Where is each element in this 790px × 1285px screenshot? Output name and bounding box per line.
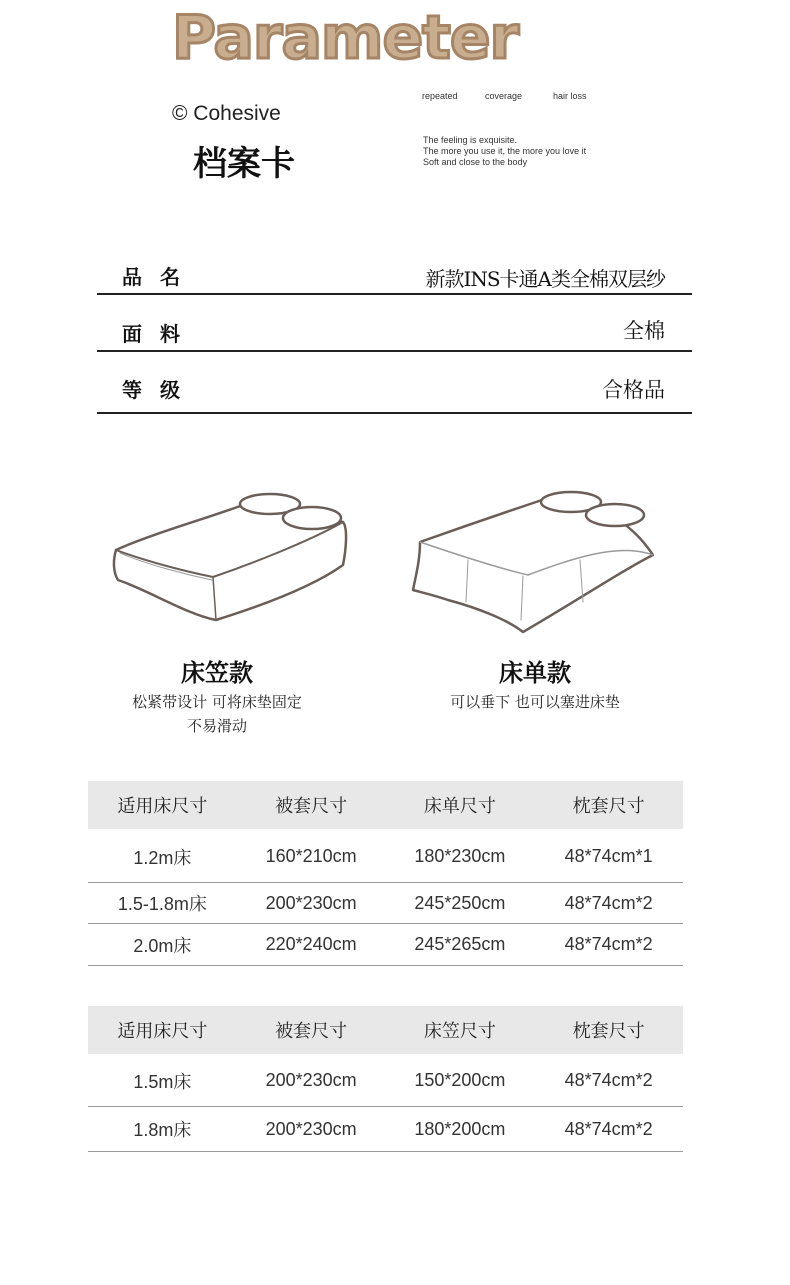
table-header-cell: 适用床尺寸 bbox=[117, 796, 208, 817]
tag-hair-loss: hair loss bbox=[553, 91, 587, 101]
info-value-fabric: 全棉 bbox=[623, 319, 665, 343]
table-cell: 2.0m床 bbox=[133, 935, 192, 956]
table-cell: 1.5-1.8m床 bbox=[117, 894, 207, 914]
size-table-flat-sheet bbox=[88, 781, 683, 966]
table-cell: 200*230cm bbox=[265, 1070, 357, 1090]
divider bbox=[97, 293, 692, 295]
divider bbox=[97, 350, 692, 352]
table-cell: 160*210cm bbox=[265, 846, 357, 866]
tagline-line-2: The more you use it, the more you love it bbox=[423, 146, 587, 156]
table-cell: 245*250cm bbox=[414, 892, 506, 913]
table-cell: 1.5m床 bbox=[133, 1071, 192, 1092]
table-cell: 200*230cm bbox=[265, 1118, 357, 1139]
table-header-cell: 枕套尺寸 bbox=[572, 796, 645, 817]
info-value-grade: 合格品 bbox=[602, 378, 665, 402]
table-cell: 1.8m床 bbox=[133, 1120, 192, 1140]
table-row bbox=[88, 883, 683, 924]
page-title: Parameter bbox=[172, 3, 519, 73]
tag-coverage: coverage bbox=[485, 91, 523, 101]
size-table-fitted-sheet bbox=[88, 1006, 683, 1152]
fitted-sheet-style-title: 床笠款 bbox=[181, 659, 253, 687]
brand-name: © Cohesive bbox=[172, 102, 281, 125]
flat-sheet-style-desc-1: 可以垂下 也可以塞进床垫 bbox=[450, 693, 620, 711]
table-cell: 48*74cm*2 bbox=[564, 1118, 653, 1139]
table-row bbox=[88, 1054, 683, 1107]
table-header-cell: 床笠尺寸 bbox=[423, 1021, 496, 1042]
info-label-fabric: 面料 bbox=[122, 322, 198, 346]
tagline-line-1: The feeling is exquisite. bbox=[423, 135, 518, 145]
tagline-line-3: Soft and close to the body bbox=[423, 157, 528, 167]
fitted-sheet-style-desc-2: 不易滑动 bbox=[186, 717, 247, 735]
info-label-grade: 等级 bbox=[122, 378, 198, 402]
table-header bbox=[88, 1006, 683, 1054]
table-header-cell: 被套尺寸 bbox=[275, 796, 348, 817]
table-cell: 180*200cm bbox=[414, 1118, 506, 1139]
divider bbox=[97, 412, 692, 414]
table-cell: 180*230cm bbox=[414, 846, 506, 866]
table-cell: 200*230cm bbox=[265, 892, 357, 913]
table-cell: 220*240cm bbox=[265, 934, 357, 954]
table-row bbox=[88, 1107, 683, 1152]
table-header-cell: 床单尺寸 bbox=[423, 796, 496, 817]
table-cell: 245*265cm bbox=[414, 934, 506, 954]
flat-sheet-style-title: 床单款 bbox=[499, 659, 571, 687]
fitted-sheet-style-desc-1: 松紧带设计 可将床垫固定 bbox=[132, 693, 302, 711]
table-cell: 48*74cm*1 bbox=[564, 846, 653, 866]
table-row bbox=[88, 924, 683, 966]
table-header bbox=[88, 781, 683, 829]
table-header-cell: 适用床尺寸 bbox=[117, 1021, 208, 1042]
card-label: 档案卡 bbox=[193, 144, 295, 184]
table-cell: 150*200cm bbox=[414, 1070, 506, 1090]
flat-sheet-bed-icon bbox=[408, 480, 663, 640]
fitted-sheet-bed-icon bbox=[108, 480, 353, 630]
table-cell: 1.2m床 bbox=[133, 847, 192, 868]
info-label-name: 品名 bbox=[122, 265, 198, 289]
table-header-cell: 枕套尺寸 bbox=[572, 1021, 645, 1042]
tag-repeated: repeated bbox=[422, 91, 458, 101]
table-cell: 48*74cm*2 bbox=[564, 892, 653, 913]
table-cell: 48*74cm*2 bbox=[564, 934, 653, 954]
table-cell: 48*74cm*2 bbox=[564, 1070, 653, 1090]
table-row bbox=[88, 829, 683, 883]
info-value-name: 新款INS卡通A类全棉双层纱 bbox=[425, 267, 665, 291]
table-header-cell: 被套尺寸 bbox=[275, 1021, 348, 1042]
